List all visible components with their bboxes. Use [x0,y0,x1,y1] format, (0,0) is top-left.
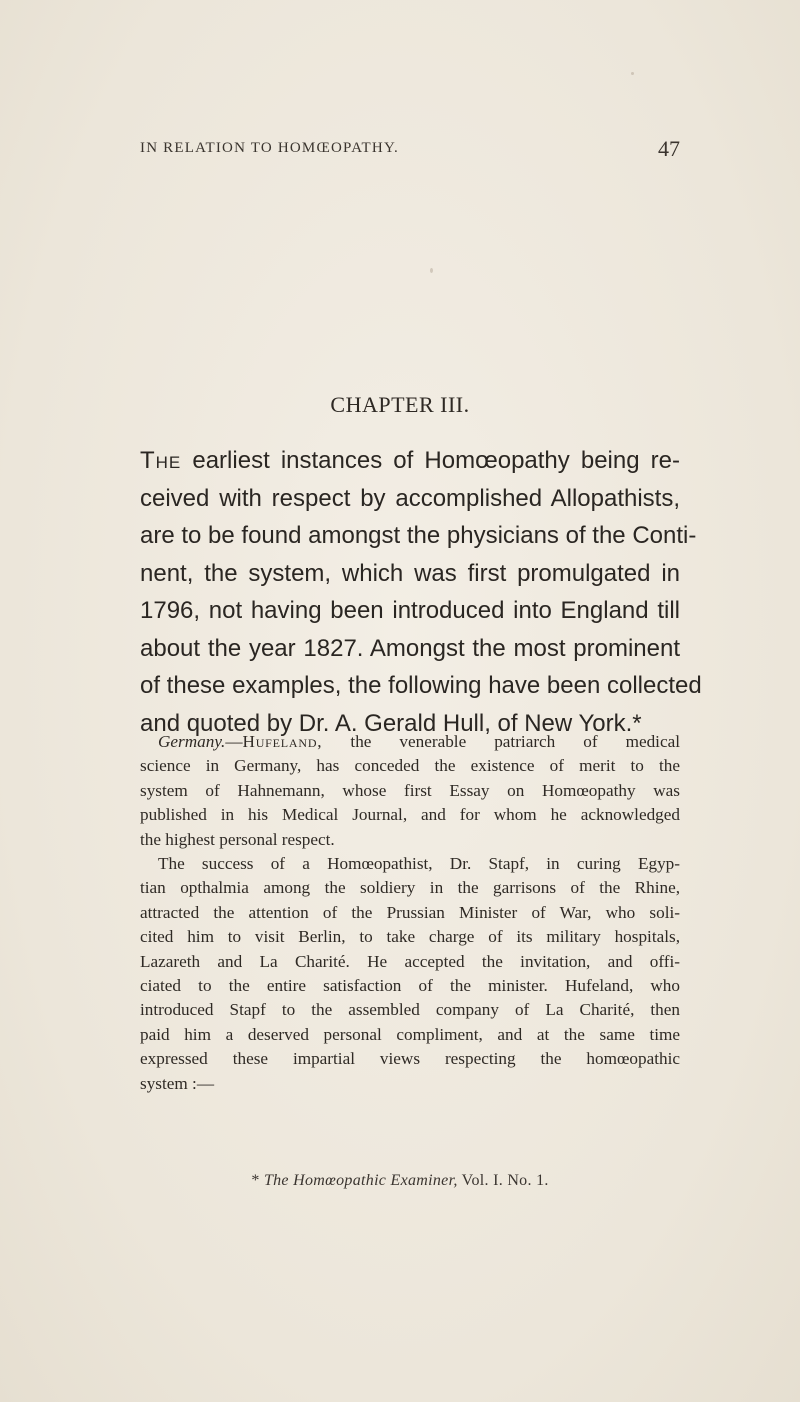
body-line: ciated to the entire satisfaction of the minister. Hufeland, who [140,976,680,996]
section-label: Germany. [158,732,226,751]
body-line: science in Germany, has conceded the existence of merit to the [140,756,680,776]
lead-line: of these examples, the following have been collected [140,672,702,699]
body-text [140,730,680,1096]
body-line: tian opthalmia among the soldiery in the garrisons of the Rhine, [140,878,680,898]
lead-line: 1796, not having been introduced into England till [140,597,680,624]
body-line: attracted the attention of the Prussian Minister of War, who soli- [140,902,680,922]
lead-line: are to be found amongst the physicians of the Conti- [140,522,697,549]
lead-paragraph [140,442,702,742]
lead-first-word: The [140,447,182,474]
body-line: Lazareth and La Charité. He accepted the invitation, and offi- [140,951,680,971]
footnote-citation: Vol. I. No. 1. [457,1172,549,1189]
body-line: The success of a Homœopathist, Dr. Stapf, in curing Egyp- [158,854,680,874]
body-line: published in his Medical Journal, and for whom he acknowledged [140,805,680,825]
page-number: 47 [658,136,680,161]
running-head-title: IN RELATION TO HOMŒOPATHY. [140,140,400,156]
footnote-title: The Homœopathic Examiner, [263,1172,458,1189]
lead-line: about the year 1827. Amongst the most prominent [140,634,680,662]
lead-line: nent, the system, which was first promulgated in [140,559,680,587]
body-line: introduced Stapf to the assembled company of La Charité, then [140,1000,680,1020]
lead-line: The earliest instances of Homœopathy being re- [140,447,680,474]
page-blemish [430,268,433,273]
page-blemish [631,72,634,75]
chapter-heading: CHAPTER III. [330,392,470,417]
lead-line: ceived with respect by accomplished Allopathists, [140,484,680,512]
body-line: Germany.—Hufeland, the venerable patriarch of medical [158,732,680,751]
body-line: paid him a deserved personal compliment, and at the same time [140,1024,680,1044]
lead-line: and quoted by Dr. A. Gerald Hull, of New York.* [140,709,642,737]
body-line: the highest personal respect. [140,829,335,849]
body-line: system of Hahnemann, whose first Essay on Homœopathy was [140,780,680,800]
footnote [0,1172,800,1190]
body-line: expressed these impartial views respecting the homœopathic [140,1049,680,1069]
section-name: Hufeland, [242,732,323,751]
footnote-marker: * [251,1172,264,1189]
body-line: system :— [140,1073,215,1093]
body-line: cited him to visit Berlin, to take charge of its military hospitals, [140,927,680,947]
